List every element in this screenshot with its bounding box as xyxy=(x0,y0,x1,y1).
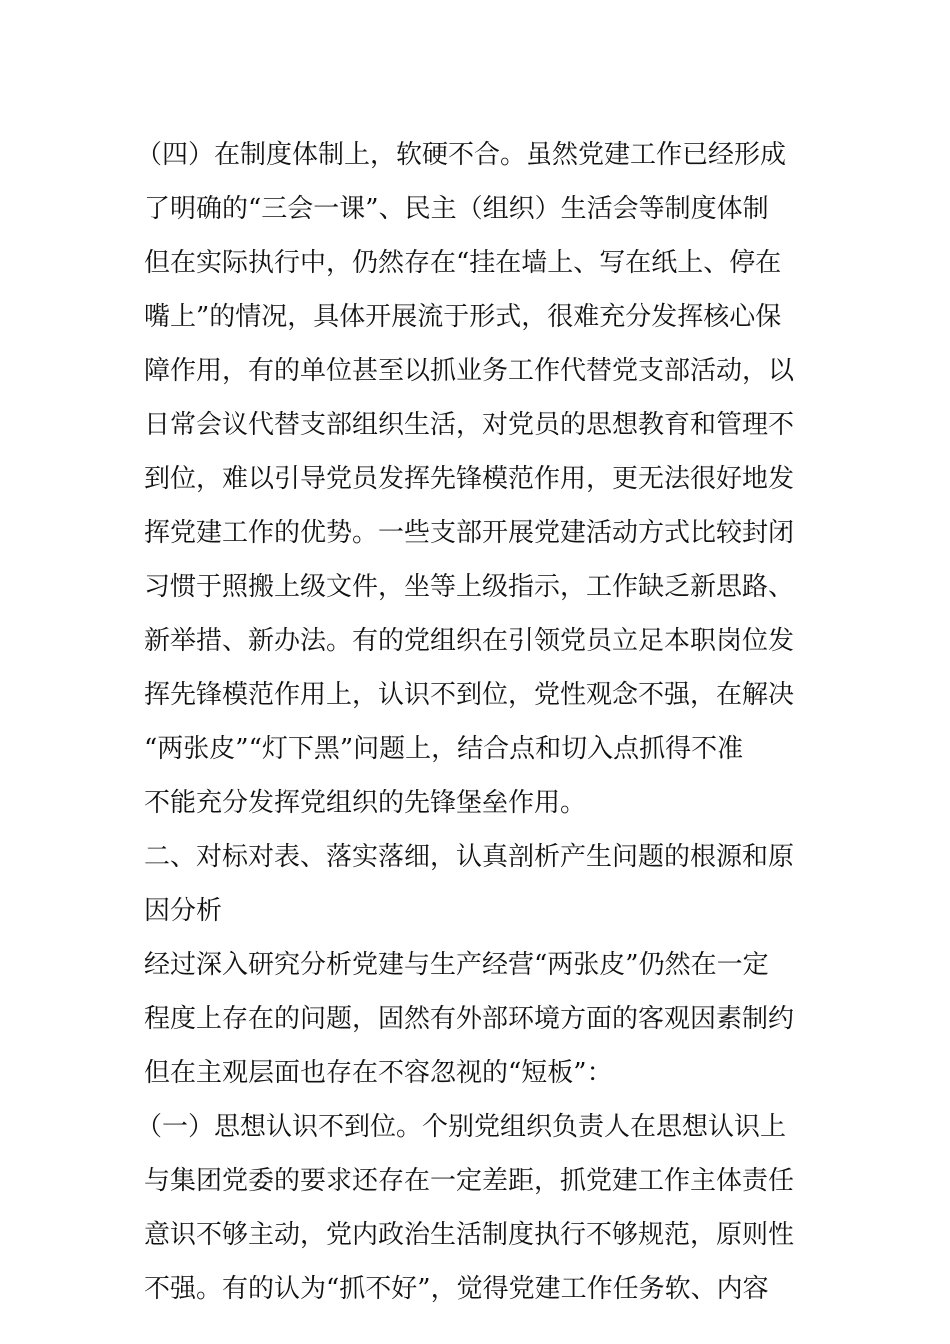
paragraph-line: 但在实际执行中，仍然存在“挂在墙上、写在纸上、停在 xyxy=(144,248,782,278)
paragraph-line: 到位，难以引导党员发挥先锋模范作用，更无法很好地发 xyxy=(144,464,795,494)
paragraph-line: 不能充分发挥党组织的先锋堡垒作用。 xyxy=(144,788,587,818)
paragraph-line: 与集团党委的要求还存在一定差距，抓党建工作主体责任 xyxy=(144,1166,795,1196)
paragraph-line: （四）在制度体制上，软硬不合。虽然党建工作已经形成 xyxy=(136,140,787,170)
paragraph-line: 但在主观层面也存在不容忽视的“短板”： xyxy=(144,1058,613,1088)
paragraph-line: 新举措、新办法。有的党组织在引领党员立足本职岗位发 xyxy=(144,626,795,656)
paragraph-line: “两张皮”“灯下黑”问题上，结合点和切入点抓得不准 xyxy=(144,734,744,764)
paragraph-line: （一）思想认识不到位。个别党组织负责人在思想认识上 xyxy=(136,1112,787,1142)
paragraph-line: 挥党建工作的优势。一些支部开展党建活动方式比较封闭 xyxy=(144,518,795,548)
paragraph-line: 习惯于照搬上级文件，坐等上级指示，工作缺乏新思路、 xyxy=(144,572,795,602)
paragraph-line: 意识不够主动，党内政治生活制度执行不够规范，原则性 xyxy=(144,1220,795,1250)
section-heading-line: 二、对标对表、落实落细，认真剖析产生问题的根源和原 xyxy=(144,842,795,872)
paragraph-line: 挥先锋模范作用上，认识不到位，党性观念不强，在解决 xyxy=(144,680,795,710)
document-page xyxy=(136,128,814,1316)
paragraph-line: 嘴上”的情况，具体开展流于形式，很难充分发挥核心保 xyxy=(144,302,782,332)
paragraph-line: 不强。有的认为“抓不好”，觉得党建工作任务软、内容 xyxy=(144,1274,769,1304)
paragraph-line: 经过深入研究分析党建与生产经营“两张皮”仍然在一定 xyxy=(144,950,769,980)
paragraph-line: 程度上存在的问题，固然有外部环境方面的客观因素制约 xyxy=(144,1004,795,1034)
paragraph-line: 障作用，有的单位甚至以抓业务工作代替党支部活动，以 xyxy=(144,356,795,386)
paragraph-line: 了明确的“三会一课”、民主（组织）生活会等制度体制 xyxy=(144,194,769,224)
paragraph-line: 日常会议代替支部组织生活，对党员的思想教育和管理不 xyxy=(144,410,795,440)
section-heading-line: 因分析 xyxy=(144,896,223,926)
